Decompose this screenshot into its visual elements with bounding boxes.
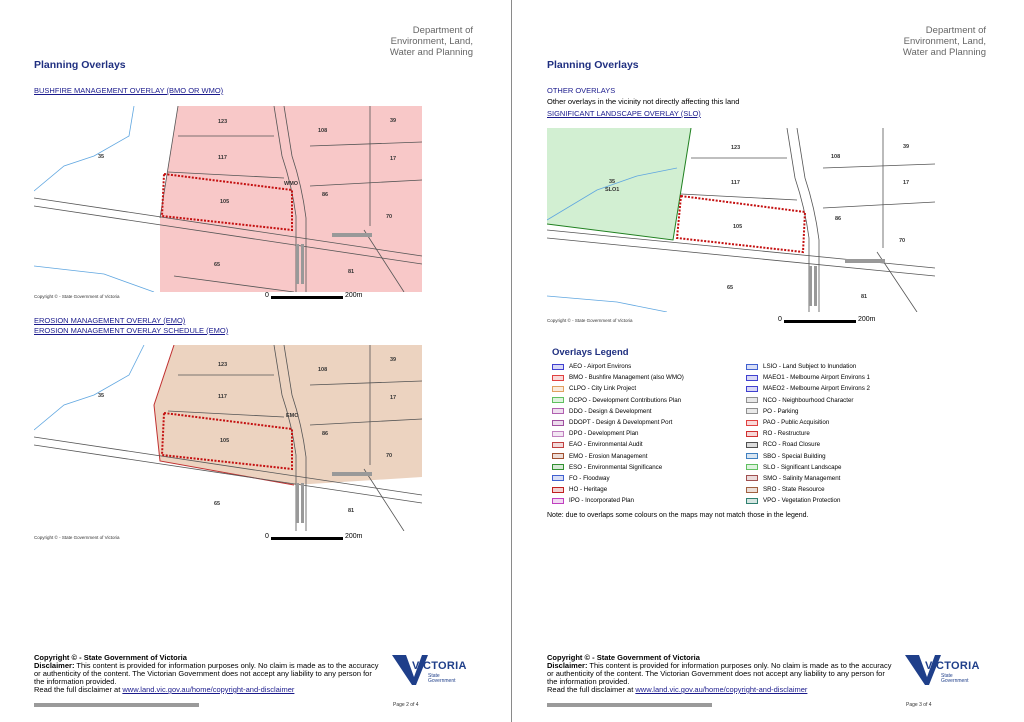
parcel-label: 105: [220, 199, 230, 205]
scale-zero: 0: [778, 316, 782, 323]
other-overlays-heading: OTHER OVERLAYS: [547, 86, 616, 95]
page-divider: [511, 0, 512, 722]
parcel-label: 117: [218, 394, 227, 400]
dept-line: Environment, Land,: [390, 36, 473, 47]
parcel-label: 17: [390, 395, 397, 401]
legend-swatch: [746, 386, 758, 392]
legend-item: [552, 484, 684, 495]
legend-swatch: [552, 375, 564, 381]
footer-grey-bar: [34, 703, 199, 707]
footer-copyright: Copyright © - State Government of Victoria: [34, 653, 187, 662]
legend-swatch: [552, 475, 564, 481]
parcel-label: 105: [220, 438, 230, 444]
legend-swatch: [746, 487, 758, 493]
legend-label: FO - Floodway: [569, 474, 610, 482]
legend-item: [552, 473, 684, 484]
parcel-label: 70: [386, 214, 393, 220]
legend-label: SRO - State Resource: [763, 486, 825, 494]
parcel-label: 108: [831, 154, 841, 160]
scale-line: [271, 296, 343, 299]
parcel-label: 35: [98, 393, 105, 399]
disclaimer-text: This content is provided for information purposes only. No claim is made as to the accuracy or authenticity of the content. The Victorian Government does not accept any liability to any person for the information provided.: [34, 661, 379, 686]
legend-item: [552, 372, 684, 383]
legend-item: [552, 495, 684, 506]
legend-swatch: [746, 442, 758, 448]
legend-swatch: [746, 453, 758, 459]
legend-label: DDOPT - Design & Development Port: [569, 419, 673, 427]
legend-label: CLPO - City Link Project: [569, 385, 637, 393]
legend-item: [746, 428, 870, 439]
department-name: [856, 25, 986, 58]
legend-item: [552, 383, 684, 394]
legend-label: RCO - Road Closure: [763, 441, 821, 449]
parcel-label: 65: [214, 501, 221, 507]
legend-item: [746, 417, 870, 428]
page-title: Planning Overlays: [34, 59, 126, 71]
logo-sub: Government: [941, 678, 969, 684]
legend-label: AEO - Airport Environs: [569, 363, 632, 371]
legend-swatch: [552, 442, 564, 448]
parcel-label: 81: [861, 294, 868, 300]
footer-copyright: Copyright © - State Government of Victoria: [547, 653, 700, 662]
scale-line: [784, 320, 856, 323]
legend-swatch: [746, 475, 758, 481]
legend-item: [746, 361, 870, 372]
page-number: Page 2 of 4: [393, 702, 419, 708]
bmo-heading-link[interactable]: BUSHFIRE MANAGEMENT OVERLAY (BMO OR WMO): [34, 86, 224, 95]
parcel-label: 86: [835, 216, 842, 222]
legend-label: LSIO - Land Subject to Inundation: [763, 363, 857, 371]
legend-label: NCO - Neighbourhood Character: [763, 396, 854, 404]
legend-label: MAEO2 - Melbourne Airport Environs 2: [763, 385, 870, 393]
bushfire-overlay-map[interactable]: [34, 106, 422, 292]
footer-disclaimer: [34, 654, 379, 694]
legend-item: [746, 383, 870, 394]
legend-label: PAO - Public Acquisition: [763, 419, 830, 427]
logo-sub: Government: [428, 678, 456, 684]
scale-zero: 0: [265, 533, 269, 540]
legend-label: EMO - Erosion Management: [569, 452, 648, 460]
legend-swatch: [746, 364, 758, 370]
legend-item: [746, 495, 870, 506]
legend-title: Overlays Legend: [552, 347, 629, 358]
legend-item: [746, 406, 870, 417]
read-text: Read the full disclaimer at: [547, 685, 636, 694]
legend-swatch: [552, 464, 564, 470]
parcel-label: 17: [903, 180, 910, 186]
report-page-2: [0, 0, 511, 722]
overlay-code-label: EMO: [286, 413, 299, 419]
disclaimer-link[interactable]: www.land.vic.gov.au/home/copyright-and-disclaimer: [122, 685, 295, 694]
legend-swatch: [552, 420, 564, 426]
parcel-label: 17: [390, 156, 397, 162]
legend-swatch: [746, 464, 758, 470]
legend-item: [552, 417, 684, 428]
legend-swatch: [746, 408, 758, 414]
legend-label: DDO - Design & Development: [569, 407, 652, 415]
legend-swatch: [552, 498, 564, 504]
legend-swatch: [746, 375, 758, 381]
emo-heading-link[interactable]: EROSION MANAGEMENT OVERLAY (EMO): [34, 316, 186, 325]
logo-word: VICTORIA: [412, 660, 467, 672]
legend-swatch: [552, 364, 564, 370]
parcel-label: 105: [733, 224, 743, 230]
legend-swatch: [746, 431, 758, 437]
page-title: Planning Overlays: [547, 59, 639, 71]
legend-swatch: [552, 386, 564, 392]
legend-swatch: [552, 408, 564, 414]
legend-column-right: [746, 361, 870, 506]
report-page-3: [513, 0, 1024, 722]
overlay-code-label: WMO: [284, 181, 299, 187]
page-number: Page 3 of 4: [906, 702, 932, 708]
legend-item: [746, 439, 870, 450]
parcel-label: 81: [348, 508, 355, 514]
department-name: [343, 25, 473, 58]
parcel-label: 65: [214, 262, 221, 268]
parcel-label: 39: [390, 357, 397, 363]
legend-swatch: [552, 431, 564, 437]
parcel-label: 35: [98, 154, 105, 160]
logo-sub: State: [428, 673, 440, 679]
parcel-label: 70: [386, 453, 393, 459]
legend-item: [746, 484, 870, 495]
parcel-label: 108: [318, 128, 328, 134]
parcel-label: 39: [390, 118, 397, 124]
legend-swatch: [552, 453, 564, 459]
legend-label: RO - Restructure: [763, 430, 810, 438]
legend-column-left: [552, 361, 684, 506]
footer-grey-bar: [547, 703, 712, 707]
legend-swatch: [746, 397, 758, 403]
erosion-overlay-map[interactable]: [34, 345, 422, 531]
parcel-label: 86: [322, 431, 329, 437]
parcel-label: 108: [318, 367, 328, 373]
legend-label: ESO - Environmental Significance: [569, 463, 663, 471]
scale-end: 200m: [345, 292, 363, 299]
legend-item: [552, 361, 684, 372]
disclaimer-text: This content is provided for information purposes only. No claim is made as to the accuracy or authenticity of the content. The Victorian Government does not accept any liability to any person for the information provided.: [547, 661, 892, 686]
legend-label: VPO - Vegetation Protection: [763, 497, 841, 505]
legend-label: IPO - Incorporated Plan: [569, 497, 635, 505]
legend-label: BMO - Bushfire Management (also WMO): [569, 374, 684, 382]
legend-item: [552, 462, 684, 473]
legend-label: HO - Heritage: [569, 486, 608, 494]
legend-item: [552, 439, 684, 450]
victoria-logo: [905, 651, 980, 687]
parcel-label: 81: [348, 269, 355, 275]
dept-line: Water and Planning: [389, 47, 473, 58]
legend-swatch: [746, 420, 758, 426]
emo-schedule-link[interactable]: EROSION MANAGEMENT OVERLAY SCHEDULE (EMO): [34, 326, 229, 335]
dept-line: Department of: [412, 25, 473, 36]
disclaimer-label: Disclaimer:: [34, 661, 75, 670]
legend-label: DCPO - Development Contributions Plan: [569, 396, 682, 404]
logo-sub: State: [941, 673, 953, 679]
scale-line: [271, 537, 343, 540]
parcel-label: 35: [609, 179, 616, 185]
legend-label: PO - Parking: [763, 407, 799, 415]
legend-swatch: [552, 487, 564, 493]
legend-label: SBO - Special Building: [763, 452, 826, 460]
legend-item: [552, 395, 684, 406]
parcel-label: 65: [727, 285, 734, 291]
legend-swatch: [552, 397, 564, 403]
legend-label: DPO - Development Plan: [569, 430, 639, 438]
other-overlays-desc: Other overlays in the vicinity not directly affecting this land: [547, 97, 740, 106]
logo-word: VICTORIA: [925, 660, 980, 672]
victoria-logo: [392, 651, 467, 687]
legend-item: [552, 406, 684, 417]
dept-line: Department of: [925, 25, 986, 36]
parcel-label: 123: [731, 145, 741, 151]
legend-item: [552, 451, 684, 462]
parcel-label: 86: [322, 192, 329, 198]
parcel-label: 123: [218, 362, 228, 368]
legend-label: EAO - Environmental Audit: [569, 441, 643, 449]
slo-heading-link[interactable]: SIGNIFICANT LANDSCAPE OVERLAY (SLO): [547, 109, 701, 118]
legend-item: [746, 462, 870, 473]
parcel-label: 117: [218, 155, 227, 161]
significant-landscape-map[interactable]: [547, 128, 935, 312]
scale-end: 200m: [858, 316, 876, 323]
parcel-label: 39: [903, 144, 910, 150]
map-copyright: Copyright © - State Government of Victoria: [547, 318, 633, 323]
legend-note: Note: due to overlaps some colours on the maps may not match those in the legend.: [547, 512, 809, 519]
legend-label: SMO - Salinity Management: [763, 474, 841, 482]
scale-end: 200m: [345, 533, 363, 540]
scale-zero: 0: [265, 292, 269, 299]
legend-item: [746, 451, 870, 462]
legend-label: SLO - Significant Landscape: [763, 463, 842, 471]
disclaimer-link[interactable]: www.land.vic.gov.au/home/copyright-and-disclaimer: [635, 685, 808, 694]
footer-disclaimer: [547, 654, 892, 694]
parcel-label: 123: [218, 119, 228, 125]
read-text: Read the full disclaimer at: [34, 685, 123, 694]
map-copyright: Copyright © - State Government of Victoria: [34, 294, 120, 299]
dept-line: Water and Planning: [902, 47, 986, 58]
legend-item: [746, 395, 870, 406]
map-copyright: Copyright © - State Government of Victoria: [34, 535, 120, 540]
dept-line: Environment, Land,: [903, 36, 986, 47]
parcel-label: 117: [731, 180, 740, 186]
legend-swatch: [746, 498, 758, 504]
legend-label: MAEO1 - Melbourne Airport Environs 1: [763, 374, 870, 382]
overlay-code-label: SLO1: [605, 187, 620, 193]
legend-item: [552, 428, 684, 439]
legend-item: [746, 372, 870, 383]
disclaimer-label: Disclaimer:: [547, 661, 588, 670]
legend-item: [746, 473, 870, 484]
overlays-legend: [550, 345, 880, 505]
parcel-label: 70: [899, 238, 906, 244]
